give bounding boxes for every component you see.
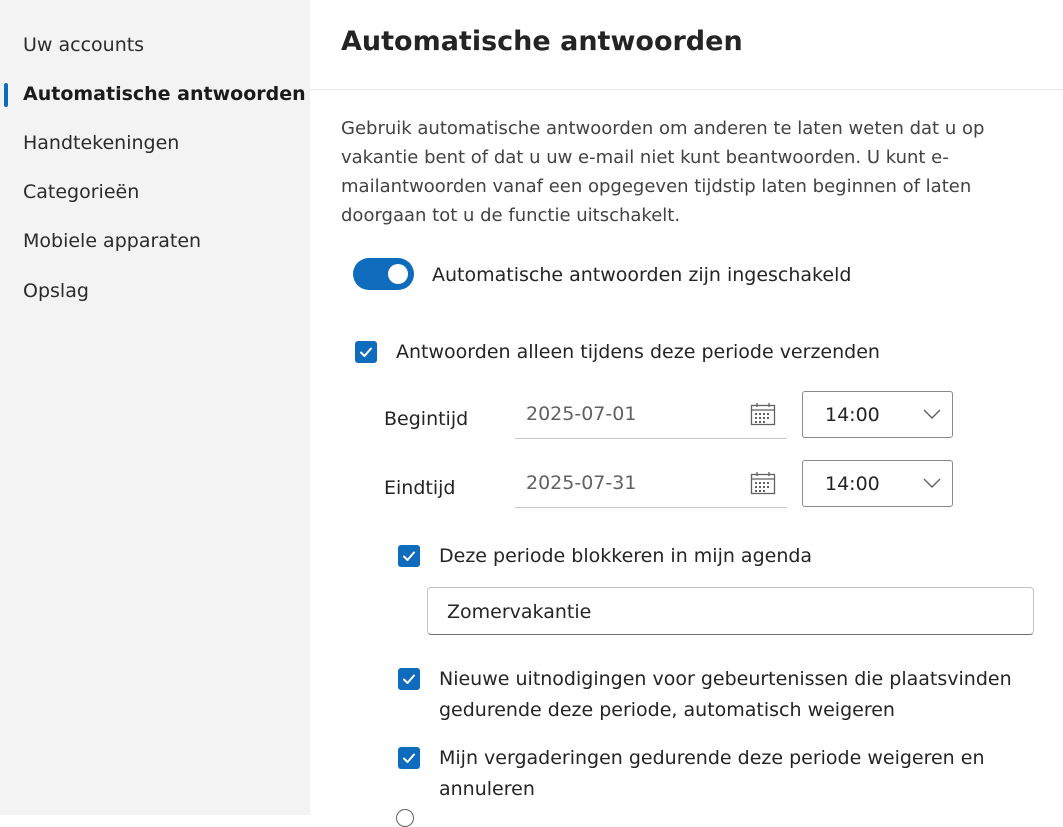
end-time-label: Eindtijd bbox=[384, 477, 456, 499]
period-checkbox[interactable] bbox=[355, 341, 377, 363]
end-time-select[interactable] bbox=[802, 460, 953, 507]
start-date-value: 2025-07-01 bbox=[526, 403, 637, 425]
radio-button[interactable] bbox=[396, 809, 414, 827]
event-title-value: Zomervakantie bbox=[447, 601, 592, 623]
sidebar-item-signatures[interactable]: Handtekeningen bbox=[23, 132, 180, 154]
start-time-value: 14:00 bbox=[825, 404, 880, 426]
decline-invites-checkbox[interactable] bbox=[398, 668, 420, 690]
description-text: Gebruik automatische antwoorden om anderen te laten weten dat u op vakantie bent of dat u uw e-mail niet kunt beantwoorden. U kunt e-mailantwoorden vanaf een opgegeven tijdstip laten beginnen of laten doorgaan tot u de functie uitschakelt. bbox=[341, 118, 985, 226]
end-time-value: 14:00 bbox=[825, 473, 880, 495]
automatic-replies-toggle[interactable] bbox=[353, 258, 414, 290]
decline-meetings-label: Mijn vergaderingen gedurende deze periode weigeren en annuleren bbox=[439, 747, 985, 800]
chevron-down-icon bbox=[922, 408, 942, 420]
end-date-input[interactable] bbox=[515, 460, 787, 508]
decline-invites-label: Nieuwe uitnodigingen voor gebeurtenissen die plaatsvinden gedurende deze periode, automatisch weigeren bbox=[439, 668, 1012, 721]
title-divider bbox=[310, 89, 1063, 90]
calendar-icon[interactable] bbox=[750, 471, 776, 495]
event-title-input[interactable] bbox=[427, 587, 1034, 635]
settings-sidebar bbox=[0, 0, 310, 815]
page-title: Automatische antwoorden bbox=[341, 26, 743, 57]
block-calendar-checkbox[interactable] bbox=[398, 545, 420, 567]
checkmark-icon bbox=[401, 548, 417, 564]
toggle-knob bbox=[388, 264, 408, 284]
automatic-replies-panel bbox=[310, 0, 1063, 815]
toggle-label: Automatische antwoorden zijn ingeschakeld bbox=[432, 264, 852, 286]
sidebar-item-categories[interactable]: Categorieën bbox=[23, 181, 140, 203]
checkmark-icon bbox=[358, 344, 374, 360]
calendar-icon[interactable] bbox=[750, 402, 776, 426]
chevron-down-icon bbox=[922, 477, 942, 489]
decline-meetings-checkbox[interactable] bbox=[398, 747, 420, 769]
checkmark-icon bbox=[401, 671, 417, 687]
start-date-input[interactable] bbox=[515, 391, 787, 439]
active-indicator bbox=[4, 83, 8, 107]
sidebar-item-automatic-replies[interactable]: Automatische antwoorden bbox=[23, 83, 306, 105]
end-date-value: 2025-07-31 bbox=[526, 472, 637, 494]
sidebar-item-accounts[interactable]: Uw accounts bbox=[23, 34, 145, 56]
checkmark-icon bbox=[401, 750, 417, 766]
sidebar-item-storage[interactable]: Opslag bbox=[23, 280, 89, 302]
start-time-label: Begintijd bbox=[384, 408, 469, 430]
start-time-select[interactable] bbox=[802, 391, 953, 438]
sidebar-item-mobile-devices[interactable]: Mobiele apparaten bbox=[23, 230, 202, 252]
period-checkbox-label: Antwoorden alleen tijdens deze periode verzenden bbox=[396, 341, 880, 363]
block-calendar-label: Deze periode blokkeren in mijn agenda bbox=[439, 545, 813, 567]
